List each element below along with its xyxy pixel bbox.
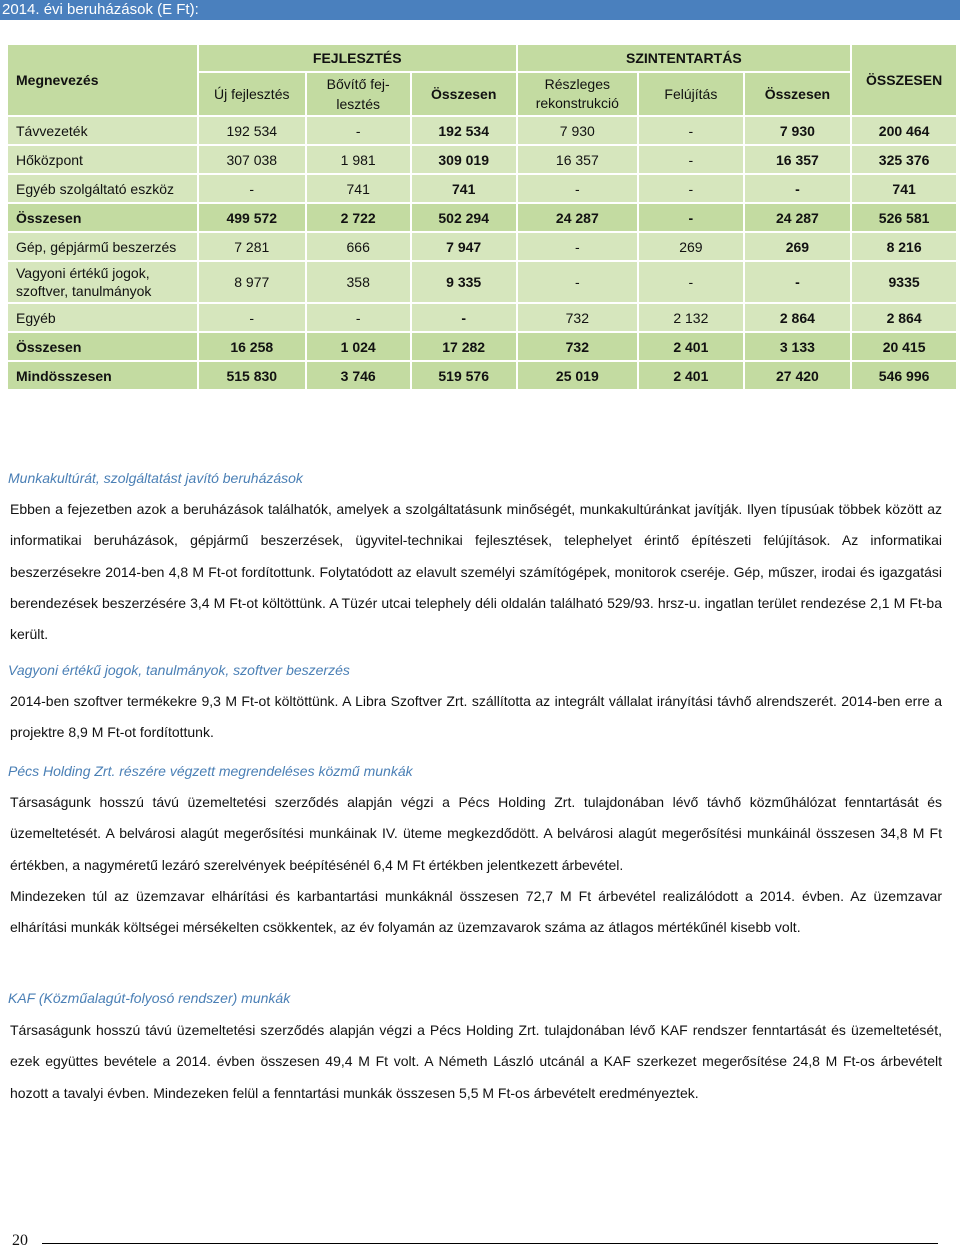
table-cell: 27 420 bbox=[745, 362, 851, 389]
table-row bbox=[8, 233, 956, 260]
table-cell: 16 258 bbox=[199, 333, 305, 360]
paragraph: Mindezeken túl az üzemzavar elhárítási és karbantartási munkáknál összesen 72,7 M Ft árbevétel realizálódott a 2014. évben. Az üzemzavar elhárítási munkák költségei mérsékelten csökkentek, az év folyamán az üzemzavarok száma az átlagos mértékűnél kisebb volt. bbox=[10, 887, 942, 936]
header-col: Új fejlesztés bbox=[199, 73, 305, 115]
investment-table bbox=[6, 43, 958, 391]
row-label: Távvezeték bbox=[8, 117, 197, 144]
table-cell: 7 281 bbox=[199, 233, 305, 260]
table-row bbox=[8, 333, 956, 360]
table-cell: - bbox=[639, 204, 742, 231]
table-cell: 3 746 bbox=[307, 362, 410, 389]
table-cell: 2 864 bbox=[745, 304, 851, 331]
table-cell: 1 024 bbox=[307, 333, 410, 360]
table-cell: 502 294 bbox=[412, 204, 516, 231]
table-cell: 24 287 bbox=[518, 204, 638, 231]
table-row bbox=[8, 117, 956, 144]
table-cell: 17 282 bbox=[412, 333, 516, 360]
table-cell: 9335 bbox=[852, 262, 956, 302]
table-cell: 9 335 bbox=[412, 262, 516, 302]
table-cell: - bbox=[639, 175, 742, 202]
header-group-fejlesztes: FEJLESZTÉS bbox=[199, 45, 516, 71]
table-cell: 2 401 bbox=[639, 333, 742, 360]
table-cell: 7 947 bbox=[412, 233, 516, 260]
footer-line bbox=[42, 1243, 938, 1244]
row-label: Gép, gépjármű beszerzés bbox=[8, 233, 197, 260]
table-cell: - bbox=[307, 117, 410, 144]
header-name: Megnevezés bbox=[8, 45, 197, 115]
header-col: Összesen bbox=[745, 73, 851, 115]
header-col: Összesen bbox=[412, 73, 516, 115]
table-cell: 3 133 bbox=[745, 333, 851, 360]
row-label: Hőközpont bbox=[8, 146, 197, 173]
table-row bbox=[8, 262, 956, 302]
table-cell: 2 401 bbox=[639, 362, 742, 389]
table-cell: 192 534 bbox=[199, 117, 305, 144]
table-cell: - bbox=[518, 233, 638, 260]
table-cell: - bbox=[199, 175, 305, 202]
header-col: Felújítás bbox=[639, 73, 742, 115]
table-cell: - bbox=[518, 175, 638, 202]
table-cell: 732 bbox=[518, 304, 638, 331]
header-total: ÖSSZESEN bbox=[852, 45, 956, 115]
text-section bbox=[0, 470, 960, 650]
table-cell: 741 bbox=[852, 175, 956, 202]
table-cell: - bbox=[639, 262, 742, 302]
table-cell: - bbox=[745, 175, 851, 202]
table-row bbox=[8, 362, 956, 389]
table-row bbox=[8, 175, 956, 202]
table-cell: - bbox=[639, 117, 742, 144]
table-cell: 358 bbox=[307, 262, 410, 302]
table-cell: 526 581 bbox=[852, 204, 956, 231]
table-row bbox=[8, 304, 956, 331]
table-cell: - bbox=[639, 146, 742, 173]
table-cell: 25 019 bbox=[518, 362, 638, 389]
table-cell: 666 bbox=[307, 233, 410, 260]
table-cell: 309 019 bbox=[412, 146, 516, 173]
table-cell: 519 576 bbox=[412, 362, 516, 389]
table-cell: - bbox=[307, 304, 410, 331]
row-label: Összesen bbox=[8, 333, 197, 360]
table-row bbox=[8, 204, 956, 231]
table-cell: 20 415 bbox=[852, 333, 956, 360]
table-cell: 546 996 bbox=[852, 362, 956, 389]
table-cell: 2 864 bbox=[852, 304, 956, 331]
paragraph: 2014-ben szoftver termékekre 9,3 M Ft-ot költöttünk. A Libra Szoftver Zrt. szállította az integrált vállalat irányítási távhő alrendszerét. 2014-ben erre a projektre 8,9 M Ft-ot fordítottunk. bbox=[10, 693, 942, 741]
table-row bbox=[8, 146, 956, 173]
page-title: 2014. évi beruházások (E Ft): bbox=[0, 0, 960, 20]
paragraph: Társaságunk hosszú távú üzemeltetési szerződés alapján végzi a Pécs Holding Zrt. tulajdonában lévő távhő közműhálózat fenntartását és üzemeltetését. A belvárosi alagút megerősítési munkáinak IV. üteme megkezdődött. A belvárosi alagút megerősítési munkáinál összesen 34,8 M Ft értékben, a nagyméretű lezáró szerelvények beépítésénél 6,4 M Ft értékben jelentkezett árbevétel. bbox=[10, 794, 942, 873]
table-cell: 192 534 bbox=[412, 117, 516, 144]
header-col: Részleges rekonstrukció bbox=[518, 73, 638, 115]
text-section bbox=[0, 990, 960, 1109]
table-cell: 741 bbox=[412, 175, 516, 202]
paragraph: Ebben a fejezetben azok a beruházások találhatók, amelyek a szolgáltatásunk minőségét, munkakultúránkat javítják. Ilyen típusúak többek között az informatikai beruházások, gépjármű beszerzések, ügyvitel-technikai fejlesztések, telephelyet érintő építészeti felújítások. Az informatikai beszerzésekre 2014-ben 4,8 M Ft-ot fordítottunk. Folytatódott az elavult személyi számítógépek, monitorok cseréje. Gép, műszer, irodai és igazgatási berendezések beszerzésére 3,4 M Ft-ot költöttünk. A Tüzér utcai telephely déli oldalán található 529/93. hrsz-u. ingatlan terület rendezése 2,1 M Ft-ba került. bbox=[10, 501, 942, 643]
table-cell: 269 bbox=[639, 233, 742, 260]
table-cell: 2 132 bbox=[639, 304, 742, 331]
table-cell: 515 830 bbox=[199, 362, 305, 389]
row-label: Vagyoni értékű jogok, szoftver, tanulmányok bbox=[8, 262, 197, 302]
table-cell: 16 357 bbox=[518, 146, 638, 173]
text-section bbox=[0, 662, 960, 749]
table-cell: 24 287 bbox=[745, 204, 851, 231]
table-cell: 325 376 bbox=[852, 146, 956, 173]
table-cell: 2 722 bbox=[307, 204, 410, 231]
row-label: Összesen bbox=[8, 204, 197, 231]
table-cell: 7 930 bbox=[745, 117, 851, 144]
table-cell: 307 038 bbox=[199, 146, 305, 173]
table-cell: 732 bbox=[518, 333, 638, 360]
row-label: Mindösszesen bbox=[8, 362, 197, 389]
table-cell: 7 930 bbox=[518, 117, 638, 144]
table-cell: - bbox=[518, 262, 638, 302]
table-cell: 499 572 bbox=[199, 204, 305, 231]
section-heading: Pécs Holding Zrt. részére végzett megrendeléses közmű munkák bbox=[8, 763, 413, 779]
table-cell: 8 977 bbox=[199, 262, 305, 302]
table-cell: 16 357 bbox=[745, 146, 851, 173]
paragraph: Társaságunk hosszú távú üzemeltetési szerződés alapján végzi a Pécs Holding Zrt. tulajdonában lévő KAF rendszer fenntartását és üzemeltetését, ezek együttes bevétele a 2014. évben összesen 49,4 M Ft volt. A Németh László utcánál a KAF szerkezet megerősítése 24,8 M Ft-os árbevételt hozott a tavalyi évben. Mindezeken felül a fenntartási munkák összesen 5,5 M Ft-os árbevételt eredményeztek. bbox=[10, 1022, 942, 1101]
table-cell: 200 464 bbox=[852, 117, 956, 144]
text-section bbox=[0, 763, 960, 943]
table-cell: 269 bbox=[745, 233, 851, 260]
section-heading: KAF (Közműalagút-folyosó rendszer) munkák bbox=[8, 990, 291, 1006]
row-label: Egyéb szolgáltató eszköz bbox=[8, 175, 197, 202]
section-heading: Vagyoni értékű jogok, tanulmányok, szoftver beszerzés bbox=[8, 662, 350, 678]
table-cell: 8 216 bbox=[852, 233, 956, 260]
header-col: Bővítő fej-lesztés bbox=[307, 73, 410, 115]
table-cell: 741 bbox=[307, 175, 410, 202]
table-cell: 1 981 bbox=[307, 146, 410, 173]
section-heading: Munkakultúrát, szolgáltatást javító beruházások bbox=[8, 470, 303, 486]
page-number: 20 bbox=[12, 1232, 28, 1249]
table-cell: - bbox=[412, 304, 516, 331]
row-label: Egyéb bbox=[8, 304, 197, 331]
table-cell: - bbox=[199, 304, 305, 331]
header-group-szintentartas: SZINTENTARTÁS bbox=[518, 45, 851, 71]
table-cell: - bbox=[745, 262, 851, 302]
